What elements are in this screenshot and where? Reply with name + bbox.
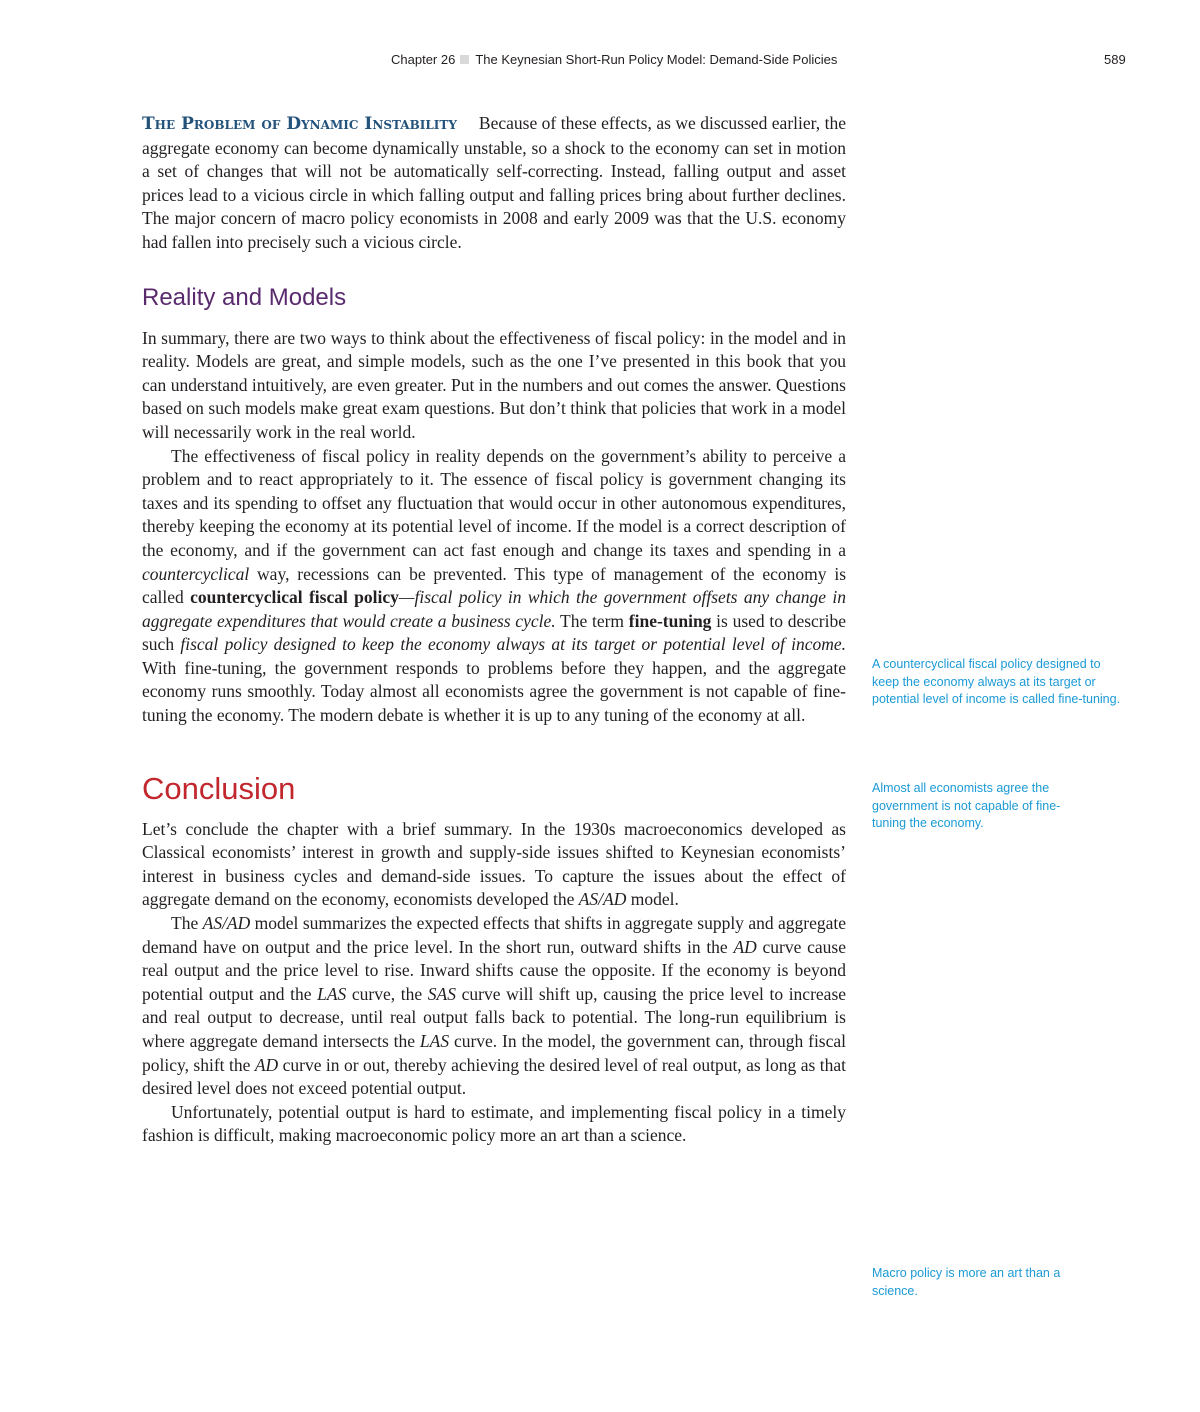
page-number: 589	[1104, 52, 1126, 67]
dynamic-instability-paragraph	[142, 112, 846, 255]
text-span: With fine-tuning, the government responds to problems before they happen, and the aggregate economy runs smoothly. Today almost all economists agree the government is not capable of fine-tuning the economy. The modern debate is whether it is up to any tuning of the economy at all.	[142, 657, 846, 726]
text-span: The term	[560, 610, 625, 631]
text-span: curve, the	[351, 983, 423, 1004]
term-ad: AD	[733, 936, 757, 957]
key-term-fine-tuning: fine-tuning	[628, 610, 712, 631]
term-sas: SAS	[427, 983, 456, 1004]
term-las: LAS	[317, 983, 347, 1004]
text-span: is used to describe such	[142, 610, 847, 655]
definition-fine-tuning: fiscal policy designed to keep the economy always at its target or potential level of income.	[180, 634, 846, 655]
text-span: curve will shift up, causing the price level to increase and real output to decrease, until real output falls back to potential. The long-run equilibrium is where aggregate demand intersects the	[142, 983, 847, 1051]
text-span: The	[171, 913, 199, 934]
main-column	[142, 112, 846, 1148]
dynamic-instability-heading: The Problem of Dynamic Instability	[142, 114, 457, 134]
term-ad: AD	[254, 1054, 279, 1075]
margin-note-economists-agree: Almost all economists agree the government is not capable of fine-tuning the economy.	[872, 781, 1061, 830]
margin-note-fine-tuning: A countercyclical fiscal policy designed to keep the economy always at its target or potential level of income is called fine-tuning.	[872, 657, 1121, 706]
text-span: curve. In the model, the government can, through fiscal policy, shift the	[142, 1031, 847, 1075]
reality-models-heading: Reality and Models	[142, 283, 347, 311]
reality-models-paragraph-1: In summary, there are two ways to think about the effectiveness of fiscal policy: in the model and in reality. Models are great, and simple models, such as the one I’ve presented in this book that you can understand intuitively, are even greater. Put in the numbers and out comes the answer. Questions based on such models make great exam questions. But don’t think that policies that work in a model will necessarily work in the real world.	[142, 327, 846, 442]
margin-note-macro-art: Macro policy is more an art than a science.	[872, 1266, 1061, 1298]
chapter-label: Chapter 26	[391, 52, 456, 67]
running-head	[0, 52, 1200, 72]
chapter-title: The Keynesian Short-Run Policy Model: Demand-Side Policies	[475, 52, 838, 67]
definition-countercyclical-fiscal-policy: —fiscal policy in which the government offsets any change in aggregate expenditures that would create a business cycle.	[142, 587, 847, 631]
term-countercyclical: countercyclical	[142, 563, 250, 584]
term-as-ad: AS/AD	[578, 889, 627, 910]
text-span: curve cause real output and the price level to rise. Inward shifts cause the opposite. If the economy is beyond potential output and the	[142, 936, 846, 1004]
text-span: curve in or out, thereby achieving the desired level of real output, as long as that desired level does not exceed potential output.	[142, 1054, 846, 1099]
term-las: LAS	[419, 1031, 450, 1051]
text-span: way, recessions can be prevented. This type of management of the economy is called	[142, 563, 847, 608]
text-span: The effectiveness of fiscal policy in reality depends on the government’s ability to perceive a problem and to react appropriately to it. The essence of fiscal policy is government changing its taxes and its spending to offset any fluctuation that would occur in other autonomous expenditures, thereby keeping the economy at its potential level of income. If the model is a correct description of the economy, and if the government can act fast enough and change its taxes and spending in a	[142, 445, 846, 560]
conclusion-paragraph-2	[142, 912, 846, 1101]
square-separator-icon	[460, 55, 469, 64]
conclusion-paragraph-3: Unfortunately, potential output is hard to estimate, and implementing fiscal policy in a timely fashion is difficult, making macroeconomic policy more an art than a science.	[142, 1101, 846, 1146]
conclusion-heading: Conclusion	[142, 770, 296, 806]
text-span: model summarizes the expected effects that shifts in aggregate supply and aggregate demand have on output and the price level. In the short run, outward shifts in the	[142, 913, 847, 957]
text-span: Let’s conclude the chapter with a brief summary. In the 1930s macroeconomics developed as Classical economists’ interest in growth and supply-side issues shifted to Keynesian economists’ interest in business cycles and demand-side issues. To capture the issues about the effect of aggregate demand on the economy, economists developed the	[142, 818, 846, 910]
key-term-countercyclical-fiscal-policy: countercyclical fiscal policy	[190, 587, 399, 608]
reality-models-paragraph-2	[142, 445, 846, 728]
conclusion-paragraph-1	[142, 818, 846, 912]
text-span: model.	[630, 889, 679, 910]
running-head-text	[391, 52, 837, 67]
term-as-ad: AS/AD	[202, 913, 251, 934]
dynamic-instability-text: Because of these effects, as we discussed earlier, the aggregate economy can become dynamically unstable, so a shock to the economy can set in motion a set of changes that will not be automatically self-correcting. Instead, falling output and asset prices lead to a vicious circle in which falling output and falling prices bring about further declines. The major concern of macro policy economists in 2008 and early 2009 was that the U.S. economy had fallen into precisely such a vicious circle.	[142, 113, 846, 252]
